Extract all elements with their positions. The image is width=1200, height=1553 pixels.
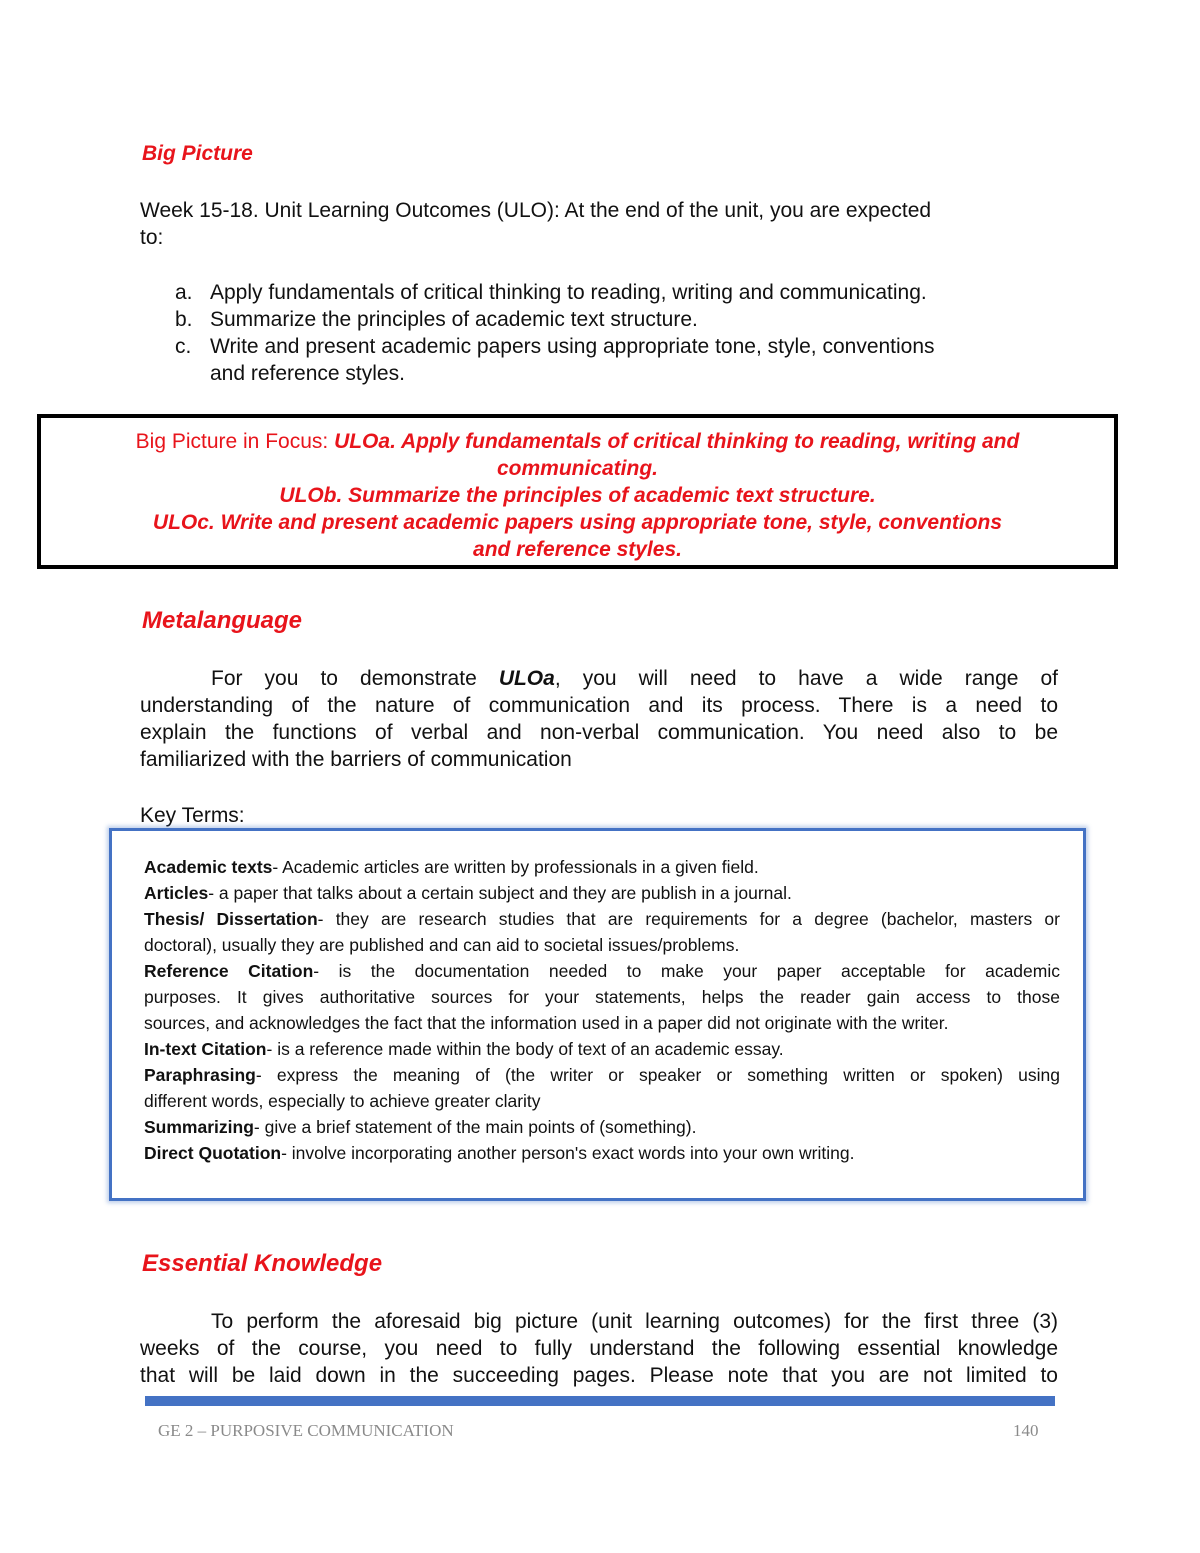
focus-ulo-b: ULOb. Summarize the principles of academic text structure. <box>279 484 876 507</box>
focus-ulo-c: ULOc. Write and present academic papers using appropriate tone, style, conventions <box>152 511 1003 534</box>
metalanguage-line-2: understanding of the nature of communication and its process. There is a need to <box>140 694 1058 717</box>
focus-line-2: communicating. <box>496 457 659 480</box>
focus-line-1 <box>41 428 1114 455</box>
essential-line-1: To perform the aforesaid big picture (unit learning outcomes) for the first three (3) <box>211 1310 1058 1333</box>
focus-ulo-a: ULOa. Apply fundamentals of critical thinking to reading, writing and <box>334 430 1020 453</box>
list-item: In-text Citation- is a reference made within the body of text of an academic essay. <box>144 1039 784 1059</box>
list-item-text-cont: and reference styles. <box>210 362 405 385</box>
essential-line-2: weeks of the course, you need to fully understand the following essential knowledge <box>140 1337 1058 1360</box>
term: Articles <box>144 883 209 903</box>
ulo-intro-line-2: to: <box>140 226 164 249</box>
term: Thesis/ Dissertation <box>144 909 318 929</box>
focus-label: Big Picture in Focus: <box>135 430 335 453</box>
list-item <box>140 333 1060 387</box>
term: Direct Quotation <box>144 1143 282 1163</box>
essential-knowledge-heading: Essential Knowledge <box>142 1250 383 1277</box>
footer-page-number: 140 <box>1013 1421 1039 1440</box>
list-item: Academic texts- Academic articles are written by professionals in a given field. <box>144 857 759 877</box>
list-item: Reference Citation- is the documentation needed to make your paper acceptable for academic <box>144 961 1060 981</box>
metalanguage-paragraph <box>140 665 1058 773</box>
metalanguage-line-3: explain the functions of verbal and non-verbal communication. You need also to be <box>140 721 1058 744</box>
big-picture-heading: Big Picture <box>142 142 253 165</box>
footer-course: GE 2 – PURPOSIVE COMMUNICATION <box>158 1421 454 1440</box>
key-terms-box <box>109 828 1086 1201</box>
term: Paraphrasing <box>144 1065 256 1085</box>
key-terms-label: Key Terms: <box>140 804 245 827</box>
list-item-text: Write and present academic papers using appropriate tone, style, conventions <box>210 335 935 358</box>
list-item-cont: doctoral), usually they are published and can aid to societal issues/problems. <box>144 935 740 955</box>
focus-box <box>37 414 1118 569</box>
key-terms-list <box>144 854 1060 1166</box>
term: In-text Citation <box>144 1039 267 1059</box>
ulo-intro-line-1: Week 15-18. Unit Learning Outcomes (ULO): At the end of the unit, you are expected <box>140 199 932 222</box>
term: Summarizing <box>144 1117 254 1137</box>
term: Academic texts <box>144 857 273 877</box>
list-item <box>140 306 1060 333</box>
ulo-list <box>140 279 1060 387</box>
list-item: Summarizing- give a brief statement of the main points of (something). <box>144 1117 697 1137</box>
ulo-intro <box>140 197 1060 251</box>
metalanguage-heading: Metalanguage <box>142 607 303 634</box>
term: Reference Citation <box>144 961 314 981</box>
ulo-a-emphasis: ULOa <box>498 667 555 690</box>
footer-divider <box>145 1396 1055 1406</box>
focus-line-5: and reference styles. <box>473 538 682 561</box>
list-item: Direct Quotation- involve incorporating another person's exact words into your own writing. <box>144 1143 855 1163</box>
list-item: Paraphrasing- express the meaning of (the writer or speaker or something written or spoken) using <box>144 1065 1060 1085</box>
list-item-cont: different words, especially to achieve greater clarity <box>144 1091 541 1111</box>
list-item-cont: sources, and acknowledges the fact that the information used in a paper did not originate with the writer. <box>144 1013 949 1033</box>
list-marker: c. <box>175 335 192 358</box>
essential-knowledge-paragraph <box>140 1308 1058 1389</box>
metalanguage-line-4: familiarized with the barriers of communication <box>140 748 572 771</box>
essential-line-3: that will be laid down in the succeeding pages. Please note that you are not limited to <box>140 1364 1058 1387</box>
list-marker: a. <box>175 281 193 304</box>
list-item: Thesis/ Dissertation- they are research studies that are requirements for a degree (bachelor, masters or <box>144 909 1060 929</box>
list-item-text: Apply fundamentals of critical thinking to reading, writing and communicating. <box>210 281 927 304</box>
list-item-text: Summarize the principles of academic text structure. <box>210 308 698 331</box>
metalanguage-line-1: For you to demonstrate ULOa, you will need to have a wide range of <box>211 667 1058 690</box>
list-marker: b. <box>175 308 193 331</box>
list-item <box>140 279 1060 306</box>
list-item-cont: purposes. It gives authoritative sources for your statements, helps the reader gain access to those <box>144 987 1060 1007</box>
list-item: Articles- a paper that talks about a certain subject and they are publish in a journal. <box>144 883 792 903</box>
